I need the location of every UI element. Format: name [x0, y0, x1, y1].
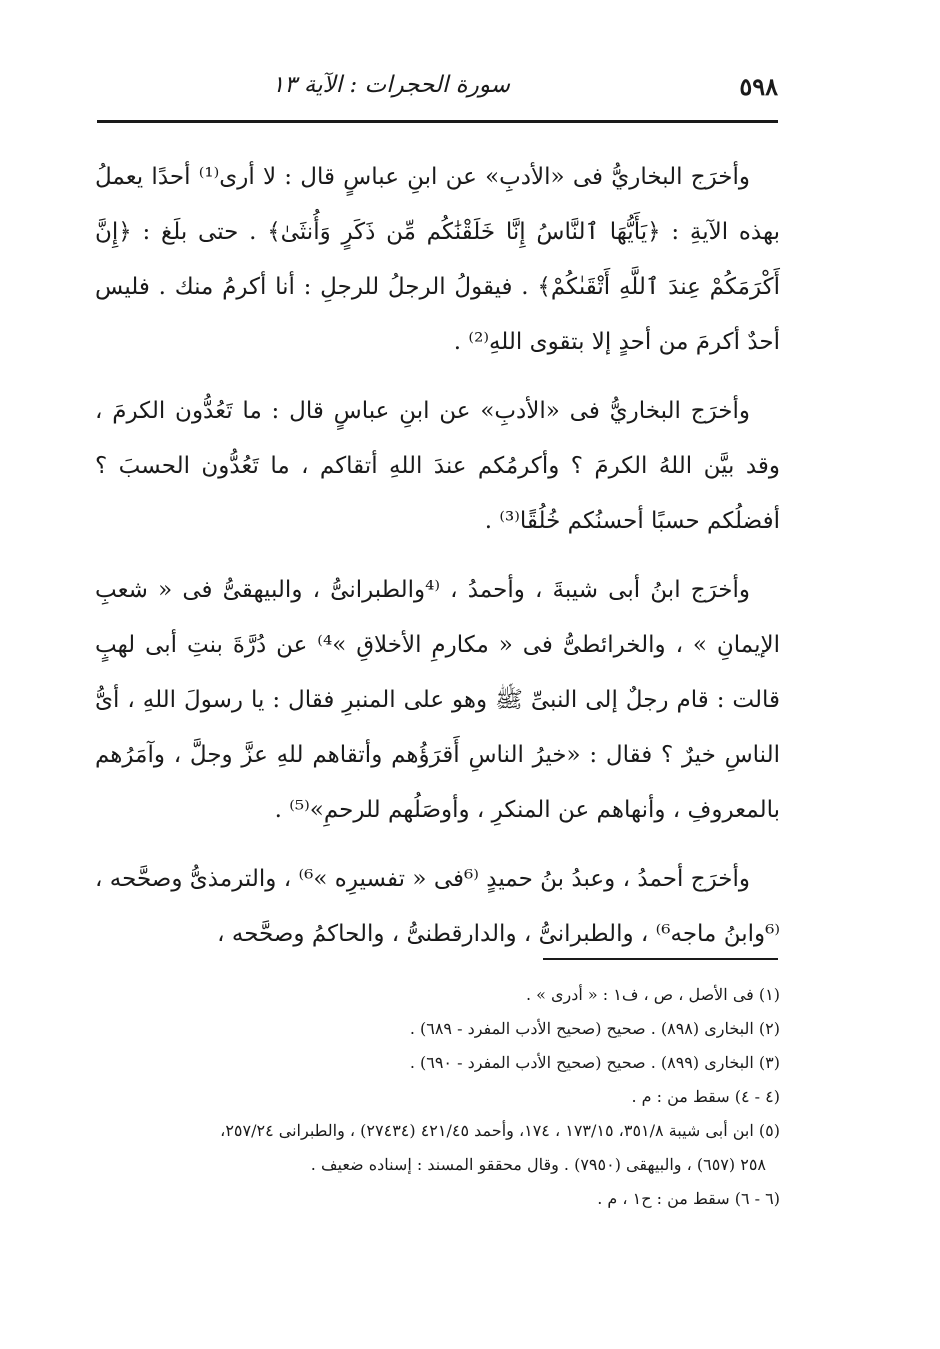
- paragraph: وأخرَج ابنُ أبى شيبةَ ، وأحمدُ ، ⁽⁴والطبرانىُّ ، والبيهقىُّ فى « شعبِ الإيمانِ » ، والخرائطىُّ فى « مكارمِ الأخلاقِ »⁴⁾ عن دُرَّةَ بنتِ أبى لهبٍ قالت : قام رجلٌ إلى النبىِّ ﷺ وهو على المنبرِ فقال : يا رسولَ اللهِ ، أىُّ الناسِ خيرٌ ؟ فقال : «خيرُ الناسِ أَقرَؤُهم وأتقاهم للهِ عزَّ وجلَّ ، وآمَرُهم بالمعروفِ ، وأنهاهم عن المنكرِ ، وأوصَلُهم للرحمِ»⁽⁵⁾ .: [95, 577, 781, 823]
- footnote: (٤ - ٤) سقط من : م .: [631, 1087, 780, 1106]
- footnote: (٢) البخارى (٨٩٨) . صحيح (صحيح الأدب المفرد - ٦٨٩) .: [409, 1019, 780, 1038]
- footnotes: [90, 978, 780, 1216]
- footnote: (٣) البخارى (٨٩٩) . صحيح (صحيح الأدب المفرد - ٦٩٠) .: [409, 1053, 780, 1072]
- page-number: ٥٩٨: [739, 72, 778, 101]
- body-text: [95, 150, 780, 976]
- footnote: (٥) ابن أبى شيبة ٣٥١/٨، ١٧٣/١٥ ، ١٧٤، وأحمد ٤٢١/٤٥ (٢٧٤٣٤) ، والطبرانى ٢٥٧/٢٤،: [220, 1121, 780, 1140]
- paragraph: وأخرَج البخاريُّ فى «الأدبِ» عن ابنِ عباسٍ قال : لا أرى⁽¹⁾ أحدًا يعملُ بهذه الآيةِ : ﴿يَأَيُّهَا ٱلنَّاسُ إِنَّا خَلَقْنَٰكُم مِّن ذَكَرٍ وَأُنثَىٰ﴾ . حتى بلَغ : ﴿إِنَّ أَكْرَمَكُمْ عِندَ ٱللَّهِ أَتْقَىٰكُمْ﴾ . فيقولُ الرجلُ للرجلِ : أنا أكرمُ منك . فليس أحدٌ أكرمَ من أحدٍ إلا بتقوى اللهِ⁽²⁾ .: [95, 164, 780, 355]
- footnote-continuation: ٢٥٨ (٦٥٧) ، والبيهقى (٧٩٥٠) . وقال محققو المسند : إسناده ضعيف .: [310, 1155, 766, 1174]
- running-title: سورة الحجرات : الآية ١٣: [271, 72, 510, 98]
- paragraph: وأخرَج البخاريُّ فى «الأدبِ» عن ابنِ عباسٍ قال : ما تَعُدُّون الكرمَ ، وقد بيَّن اللهُ الكرمَ ؟ وأكرمُكم عندَ اللهِ أتقاكم ، ما تَعُدُّون الحسبَ ؟ أفضلُكم حسبًا أحسنُكم خُلُقًا⁽³⁾ .: [95, 398, 780, 534]
- footnote: (١) فى الأصل ، ص ، ف١ : « أدرى » .: [525, 985, 780, 1004]
- footnote: (٦ - ٦) سقط من : ح١ ، م .: [597, 1189, 780, 1208]
- footnote-rule: [543, 958, 778, 960]
- page-header: [100, 68, 778, 108]
- paragraph: وأخرَج أحمدُ ، وعبدُ بنُ حميدٍ ⁽⁶فى « تفسيرِه »⁶⁾ ، والترمذىُّ وصحَّحه ، ⁽⁶وابنُ ماجه⁶⁾ ، والطبرانىُّ ، والدارقطنىُّ ، والحاكمُ وصحَّحه ،: [95, 866, 780, 947]
- header-rule: [97, 120, 778, 123]
